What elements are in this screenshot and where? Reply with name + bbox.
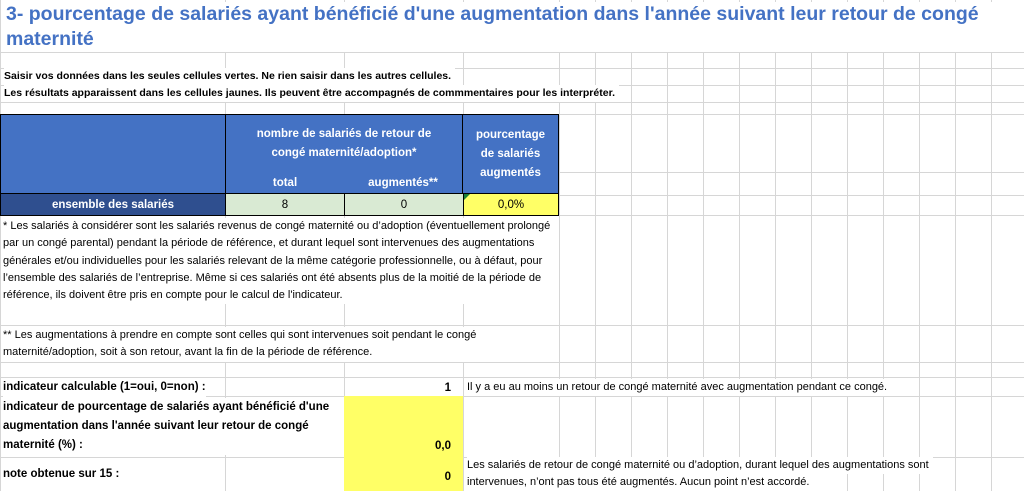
footnote-2: ** Les augmentations à prendre en compte sont celles qui sont intervenues soit pendant le congé maternité/adoption, soit à son retour, avant la fin de la période de référence. (3, 327, 555, 362)
total-input-cell[interactable]: 8 (225, 193, 345, 216)
pourcentage-result-cell: 0,0% (463, 193, 559, 216)
note-comment-line-1: Les salariés de retour de congé maternité ou d’adoption, durant lequel des augmentations sont (467, 457, 933, 474)
note-result-cell: 0 (344, 457, 463, 491)
indicateur-result-cell: 0,0 (344, 396, 463, 457)
calculable-comment: Il y a eu au moins un retour de congé maternité avec augmentation pendant ce congé. (467, 379, 891, 396)
calculable-value: 1 (444, 382, 451, 394)
calculable-label: indicateur calculable (1=oui, 0=non) : (3, 378, 206, 397)
note-label: note obtenue sur 15 : (3, 468, 120, 480)
indicateur-label: indicateur de pourcentage de salariés ayant bénéficié d'une augmentation dans l'année suivant leur retour de congé maternité (%) : (3, 398, 341, 455)
col-header-pourcentage: pourcentage de salariés augmentés (463, 114, 559, 194)
col-header-total: total (225, 173, 345, 194)
cell-comment-marker-icon (464, 194, 470, 200)
table-corner-cell (0, 114, 225, 193)
augmentes-input-cell[interactable]: 0 (344, 193, 464, 216)
instruction-line-2: Les résultats apparaissent dans les cellules jaunes. Ils peuvent être accompagnés de commmentaires pour les interpréter. (4, 85, 619, 102)
note-comment-line-2: intervenues, n’ont pas tous été augmentés. Aucun point n’est accordé. (467, 474, 813, 491)
header-group-retour-conge: nombre de salariés de retour de congé maternité/adoption* (225, 114, 463, 174)
instruction-line-1: Saisir vos données dans les seules cellules vertes. Ne rien saisir dans les autres cellules. (4, 68, 455, 85)
sheet-title: 3- pourcentage de salariés ayant bénéficié d'une augmentation dans l'année suivant leur retour de congé maternité (6, 2, 1018, 52)
footnote-1: * Les salariés à considérer sont les salariés revenus de congé maternité ou d’adoption (éventuellement prolongé par un congé parental) pendant la période de référence, et durant lequel sont intervenues des augmentations générales et/ou individuelles pour les salariés relevant de la même catégorie professionnelle, ou à défaut, pour l’ensemble des salariés de l’entreprise. Même si ces salariés ont été absents plus de la moitié de la période de référence, ils doivent être pris en compte pour le calcul de l'indicateur. (3, 218, 555, 304)
col-header-augmentes: augmentés** (344, 173, 463, 194)
row-label-ensemble: ensemble des salariés (0, 193, 226, 216)
